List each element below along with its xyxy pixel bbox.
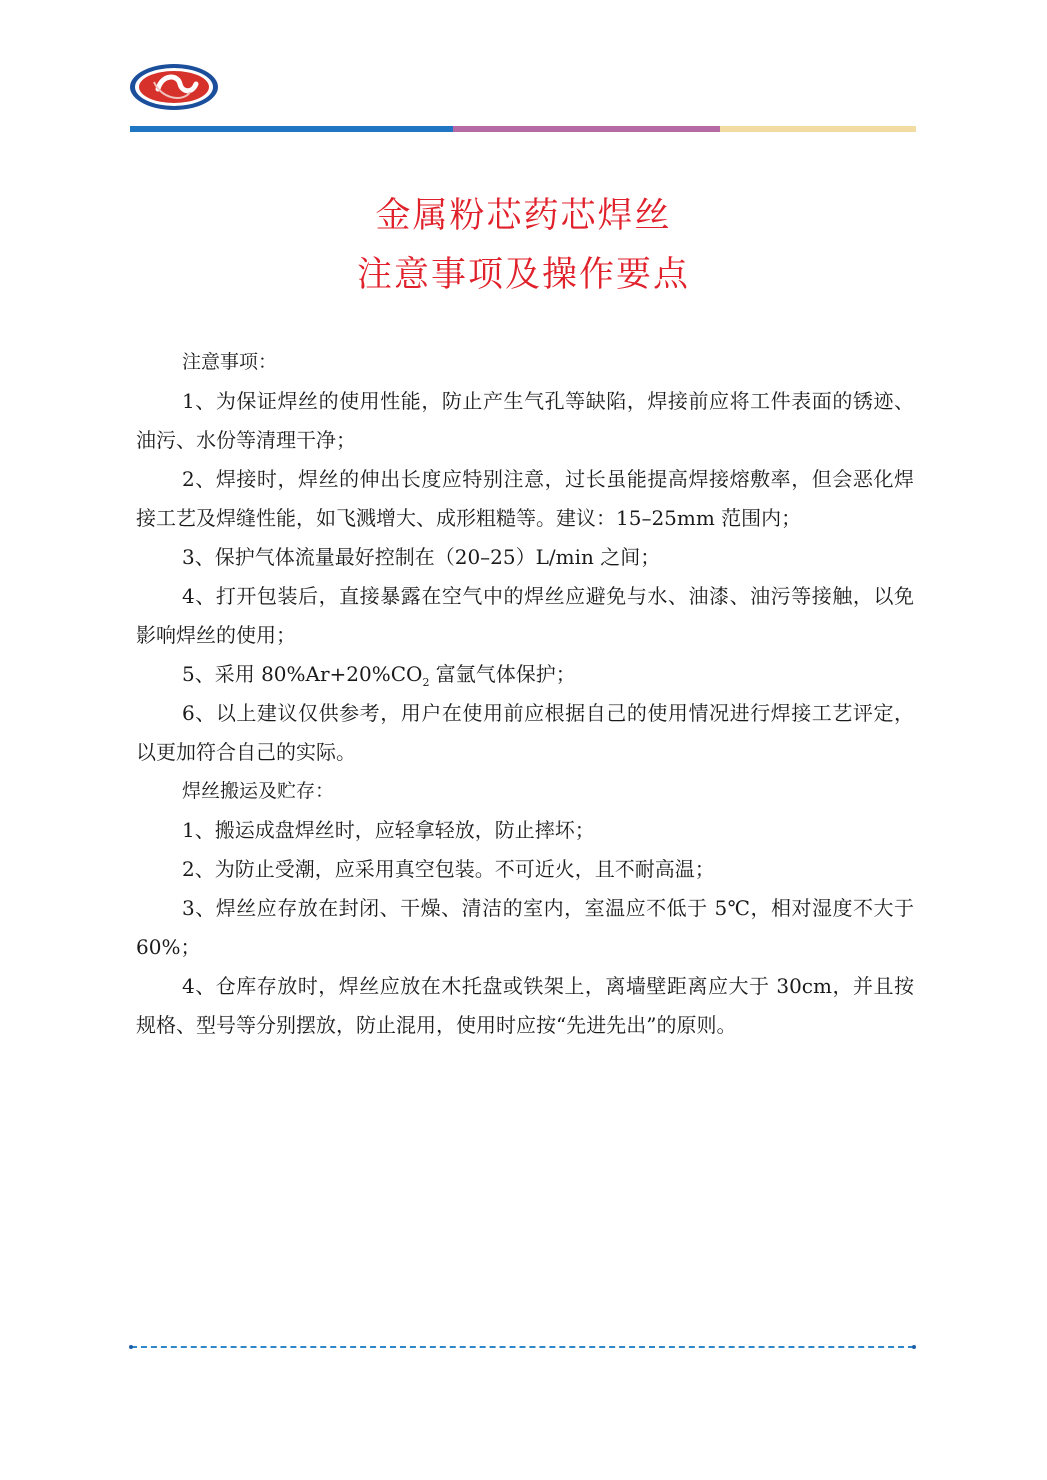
- co2-subscript: 2: [422, 676, 430, 689]
- storage-item-1: 1、搬运成盘焊丝时，应轻拿轻放，防止摔坏；: [182, 818, 595, 842]
- footer-dashed-line: [131, 1346, 914, 1348]
- storage-item-2: 2、为防止受潮，应采用真空包装。不可近火，且不耐高温；: [182, 857, 715, 881]
- precaution-item-5: [136, 655, 914, 694]
- storage-item-3: 3、焊丝应存放在封闭、干燥、清洁的室内，室温应不低于 5℃，相对湿度不大于 60%；: [136, 896, 914, 959]
- header-stripe-purple: [453, 126, 720, 132]
- storage-item-4: 4、仓库存放时，焊丝应放在木托盘或铁架上，离墙壁距离应大于 30cm，并且按规格、型号等分别摆放，防止混用，使用时应按“先进先出”的原则。: [136, 974, 914, 1037]
- page-title-line2: 注意事项及操作要点: [356, 255, 690, 295]
- page-title-line1: 金属粉芯药芯焊丝: [375, 196, 672, 236]
- section-heading-storage: 焊丝搬运及贮存：: [182, 780, 335, 802]
- precaution-item-3: 3、保护气体流量最好控制在（20–25）L/min 之间；: [182, 545, 661, 569]
- precaution-item-6: 6、以上建议仅供参考，用户在使用前应根据自己的使用情况进行焊接工艺评定，以更加符合自己的实际。: [136, 701, 914, 764]
- precaution-item-5-prefix: 5、采用 80%Ar+20%CO: [182, 662, 423, 686]
- header-stripe-blue: [130, 126, 453, 132]
- precaution-item-5-suffix: 富氩气体保护；: [429, 662, 576, 686]
- section-heading-precautions: 注意事项：: [182, 351, 278, 373]
- precaution-item-4: 4、打开包装后，直接暴露在空气中的焊丝应避免与水、油漆、油污等接触，以免影响焊丝的使用；: [136, 584, 914, 647]
- document-body: [136, 343, 914, 1045]
- company-logo-icon: [128, 62, 220, 112]
- precaution-item-2: 2、焊接时，焊丝的伸出长度应特别注意，过长虽能提高焊接熔敷率，但会恶化焊接工艺及焊缝性能，如飞溅增大、成形粗糙等。建议：15–25mm 范围内；: [136, 467, 914, 530]
- footer-dot-right: [912, 1345, 916, 1349]
- header-stripe-yellow: [720, 126, 916, 132]
- precaution-item-1: 1、为保证焊丝的使用性能，防止产生气孔等缺陷，焊接前应将工件表面的锈迹、油污、水份等清理干净；: [136, 389, 914, 452]
- footer-dot-left: [129, 1345, 133, 1349]
